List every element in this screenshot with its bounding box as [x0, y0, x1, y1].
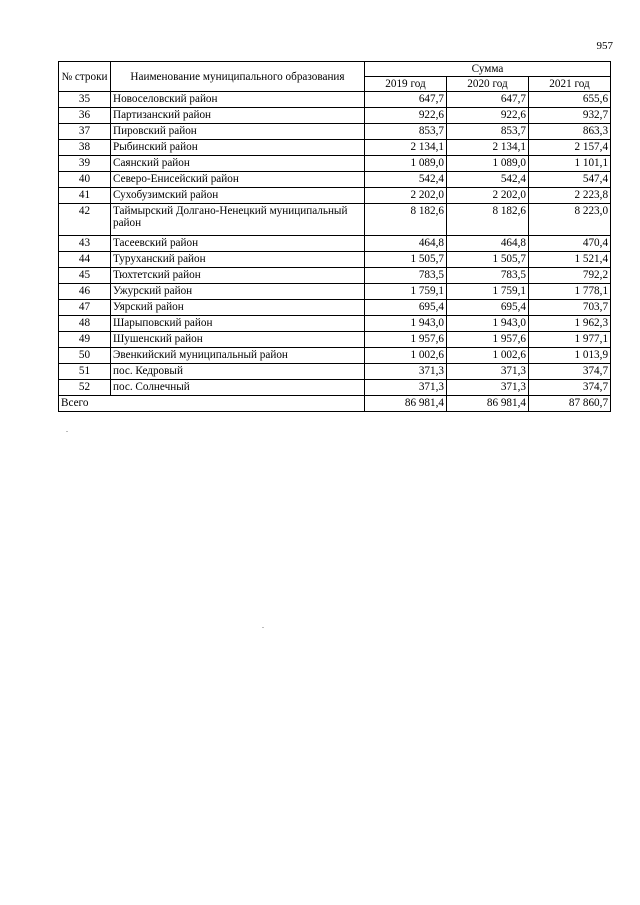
value-2021-cell: 470,4	[529, 236, 611, 252]
value-2019-cell: 371,3	[365, 364, 447, 380]
value-2020-cell: 1 943,0	[447, 316, 529, 332]
value-2020-cell: 1 505,7	[447, 252, 529, 268]
value-2020-cell: 371,3	[447, 364, 529, 380]
value-2020-cell: 1 089,0	[447, 156, 529, 172]
table-row	[59, 348, 611, 364]
value-2020-cell: 1 759,1	[447, 284, 529, 300]
value-2020-cell: 8 182,6	[447, 204, 529, 236]
row-number-cell: 37	[59, 124, 111, 140]
value-2021-cell: 374,7	[529, 364, 611, 380]
table-row	[59, 284, 611, 300]
row-number-cell: 47	[59, 300, 111, 316]
page-number: 957	[596, 40, 613, 52]
value-2019-cell: 1 957,6	[365, 332, 447, 348]
value-2019-cell: 922,6	[365, 108, 447, 124]
table-body	[59, 92, 611, 412]
row-number-cell: 43	[59, 236, 111, 252]
value-2019-cell: 783,5	[365, 268, 447, 284]
municipality-name-cell: Северо-Енисейский район	[111, 172, 365, 188]
row-number-cell: 39	[59, 156, 111, 172]
value-2020-cell: 783,5	[447, 268, 529, 284]
scan-speck	[66, 431, 68, 432]
budget-table	[58, 61, 611, 412]
value-2019-cell: 853,7	[365, 124, 447, 140]
value-2019-cell: 1 943,0	[365, 316, 447, 332]
value-2019-cell: 1 089,0	[365, 156, 447, 172]
table-row	[59, 332, 611, 348]
municipality-name-cell: Новоселовский район	[111, 92, 365, 108]
value-2020-cell: 853,7	[447, 124, 529, 140]
value-2020-cell: 647,7	[447, 92, 529, 108]
municipality-name-cell: Таймырский Долгано-Ненецкий муниципальный район	[111, 204, 365, 236]
table-row	[59, 268, 611, 284]
table-row	[59, 108, 611, 124]
value-2019-cell: 8 182,6	[365, 204, 447, 236]
municipality-name-cell: Партизанский район	[111, 108, 365, 124]
municipality-name-cell: Саянский район	[111, 156, 365, 172]
table-row	[59, 364, 611, 380]
value-2021-cell: 1 521,4	[529, 252, 611, 268]
total-2020-cell: 86 981,4	[447, 396, 529, 412]
value-2019-cell: 1 505,7	[365, 252, 447, 268]
value-2019-cell: 371,3	[365, 380, 447, 396]
header-year-2020: 2020 год	[447, 77, 529, 92]
row-number-cell: 49	[59, 332, 111, 348]
value-2020-cell: 1 957,6	[447, 332, 529, 348]
table-row	[59, 188, 611, 204]
value-2021-cell: 932,7	[529, 108, 611, 124]
municipality-name-cell: Шарыповский район	[111, 316, 365, 332]
value-2021-cell: 374,7	[529, 380, 611, 396]
row-number-cell: 38	[59, 140, 111, 156]
municipality-name-cell: Тасеевский район	[111, 236, 365, 252]
table-header-row	[59, 62, 611, 77]
municipality-name-cell: Уярский район	[111, 300, 365, 316]
value-2021-cell: 1 977,1	[529, 332, 611, 348]
value-2021-cell: 1 013,9	[529, 348, 611, 364]
value-2019-cell: 2 134,1	[365, 140, 447, 156]
row-number-cell: 52	[59, 380, 111, 396]
value-2021-cell: 703,7	[529, 300, 611, 316]
table-row	[59, 380, 611, 396]
value-2021-cell: 655,6	[529, 92, 611, 108]
value-2021-cell: 1 962,3	[529, 316, 611, 332]
municipality-name-cell: Пировский район	[111, 124, 365, 140]
header-row-number: № строки	[59, 62, 111, 92]
municipality-name-cell: Туруханский район	[111, 252, 365, 268]
row-number-cell: 42	[59, 204, 111, 236]
value-2020-cell: 1 002,6	[447, 348, 529, 364]
value-2021-cell: 2 223,8	[529, 188, 611, 204]
municipality-name-cell: Тюхтетский район	[111, 268, 365, 284]
header-municipality-name: Наименование муниципального образования	[111, 62, 365, 92]
header-year-2021: 2021 год	[529, 77, 611, 92]
value-2021-cell: 1 101,1	[529, 156, 611, 172]
value-2019-cell: 464,8	[365, 236, 447, 252]
value-2019-cell: 2 202,0	[365, 188, 447, 204]
value-2020-cell: 371,3	[447, 380, 529, 396]
row-number-cell: 44	[59, 252, 111, 268]
value-2021-cell: 2 157,4	[529, 140, 611, 156]
header-year-2019: 2019 год	[365, 77, 447, 92]
table-row	[59, 236, 611, 252]
row-number-cell: 50	[59, 348, 111, 364]
total-2021-cell: 87 860,7	[529, 396, 611, 412]
value-2020-cell: 2 134,1	[447, 140, 529, 156]
value-2019-cell: 647,7	[365, 92, 447, 108]
row-number-cell: 51	[59, 364, 111, 380]
value-2019-cell: 695,4	[365, 300, 447, 316]
value-2019-cell: 1 002,6	[365, 348, 447, 364]
value-2021-cell: 8 223,0	[529, 204, 611, 236]
table-row	[59, 172, 611, 188]
total-label: Всего	[59, 396, 365, 412]
table-row	[59, 140, 611, 156]
value-2021-cell: 863,3	[529, 124, 611, 140]
municipality-name-cell: Сухобузимский район	[111, 188, 365, 204]
row-number-cell: 40	[59, 172, 111, 188]
row-number-cell: 36	[59, 108, 111, 124]
municipality-name-cell: пос. Солнечный	[111, 380, 365, 396]
table-row	[59, 156, 611, 172]
municipality-name-cell: Шушенский район	[111, 332, 365, 348]
header-sum: Сумма	[365, 62, 611, 77]
row-number-cell: 46	[59, 284, 111, 300]
value-2021-cell: 1 778,1	[529, 284, 611, 300]
row-number-cell: 41	[59, 188, 111, 204]
value-2019-cell: 1 759,1	[365, 284, 447, 300]
municipality-name-cell: Рыбинский район	[111, 140, 365, 156]
table-row	[59, 92, 611, 108]
value-2020-cell: 542,4	[447, 172, 529, 188]
value-2020-cell: 922,6	[447, 108, 529, 124]
row-number-cell: 35	[59, 92, 111, 108]
total-2019-cell: 86 981,4	[365, 396, 447, 412]
table-total-row	[59, 396, 611, 412]
table-row	[59, 316, 611, 332]
value-2020-cell: 695,4	[447, 300, 529, 316]
municipality-name-cell: Эвенкийский муниципальный район	[111, 348, 365, 364]
value-2019-cell: 542,4	[365, 172, 447, 188]
value-2021-cell: 547,4	[529, 172, 611, 188]
table-row	[59, 204, 611, 236]
table-row	[59, 300, 611, 316]
value-2020-cell: 2 202,0	[447, 188, 529, 204]
municipality-name-cell: Ужурский район	[111, 284, 365, 300]
scan-speck	[262, 627, 264, 628]
row-number-cell: 48	[59, 316, 111, 332]
table-row	[59, 124, 611, 140]
row-number-cell: 45	[59, 268, 111, 284]
value-2020-cell: 464,8	[447, 236, 529, 252]
municipality-name-cell: пос. Кедровый	[111, 364, 365, 380]
value-2021-cell: 792,2	[529, 268, 611, 284]
table-row	[59, 252, 611, 268]
